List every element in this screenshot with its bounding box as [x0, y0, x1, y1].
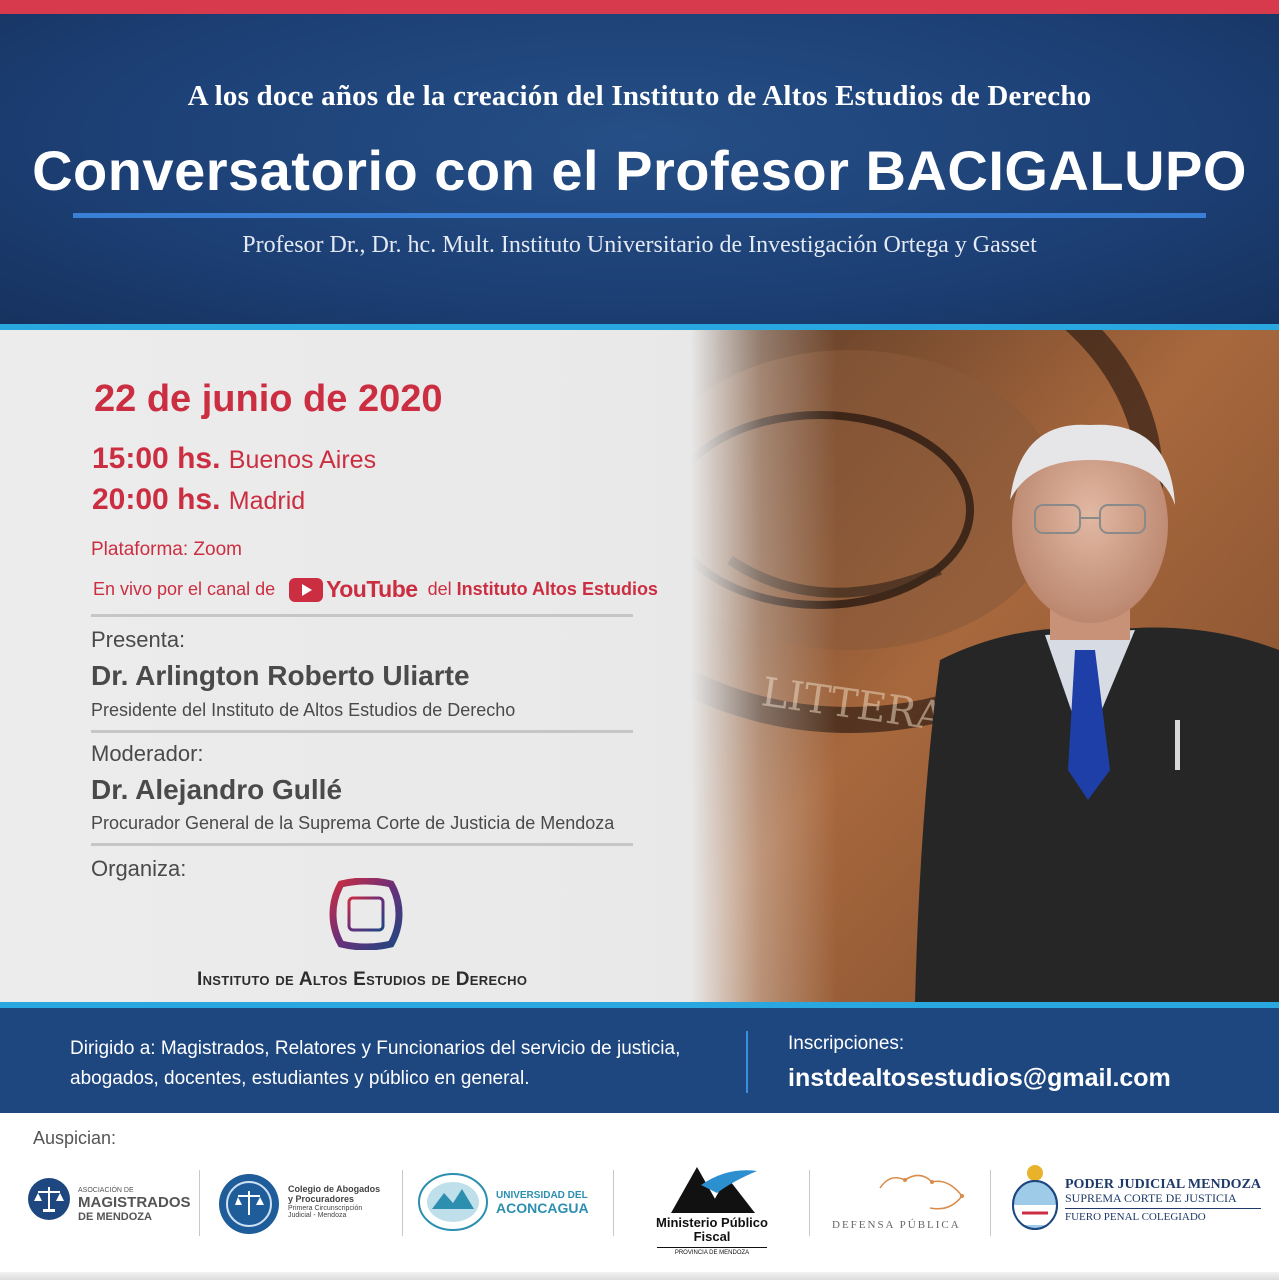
separator [91, 614, 633, 617]
moderator-label: Moderador: [91, 741, 204, 766]
bottom-edge [0, 1272, 1279, 1280]
presenter-name: Dr. Arlington Roberto Uliarte [91, 660, 470, 691]
magistrados-logo-text [78, 1187, 191, 1223]
sponsors-section [0, 1113, 1279, 1280]
time-buenos-aires [92, 442, 376, 476]
live-stream-line [93, 576, 658, 603]
moderator-name: Dr. Alejandro Gullé [91, 774, 343, 805]
inscripciones-label: Inscripciones: [788, 1033, 905, 1054]
defensa-logo-text [832, 1219, 961, 1231]
header-banner [0, 14, 1279, 324]
sponsor-divider [199, 1170, 200, 1236]
ministerio-l1: Ministerio Público Fiscal [656, 1215, 768, 1245]
ministerio-logo-text [637, 1216, 787, 1256]
youtube-logo[interactable] [289, 576, 417, 603]
speaker-credentials: Profesor Dr., Dr. hc. Mult. Instituto Universitario de Investigación Ortega y Gasset [242, 232, 1037, 258]
platform-text: Plataforma: Zoom [91, 539, 242, 560]
presenter-description: Presidente del Instituto de Altos Estudios de Derecho [91, 700, 516, 720]
colegio-seal-icon [218, 1173, 280, 1235]
time-value: 20:00 hs. [92, 483, 221, 516]
scales-of-justice-icon [27, 1177, 71, 1221]
time-madrid [92, 483, 305, 517]
registration-email-link[interactable]: instdealtosestudios@gmail.com [788, 1064, 1171, 1092]
organizer-label: Organiza: [91, 856, 187, 881]
poder-judicial-logo-text [1065, 1177, 1261, 1223]
time-value: 15:00 hs. [92, 442, 221, 475]
defensa-l1: DEFENSA PÚBLICA [832, 1219, 961, 1231]
poder-l3: FUERO PENAL COLEGIADO [1065, 1210, 1206, 1223]
universidad-l1: UNIVERSIDAD DEL [496, 1190, 588, 1201]
sponsor-divider [990, 1170, 991, 1236]
presenter-label: Presenta: [91, 627, 186, 652]
header-subtitle: A los doce años de la creación del Instituto de Altos Estudios de Derecho [187, 80, 1092, 112]
event-date: 22 de junio de 2020 [94, 378, 443, 420]
separator [91, 730, 633, 733]
footer-divider [746, 1031, 748, 1093]
ministerio-logo-icon [667, 1163, 759, 1215]
youtube-play-icon [289, 578, 323, 602]
ministerio-l2: PROVINCIA DE MENDOZA [657, 1247, 767, 1257]
separator [91, 843, 633, 846]
organizer-name: Instituto de Altos Estudios de Derecho [197, 969, 528, 990]
sponsors-label: Auspician: [33, 1128, 117, 1148]
moderator-description: Procurador General de la Suprema Corte de Justicia de Mendoza [91, 813, 615, 833]
title-underline [73, 213, 1206, 218]
time-place: Madrid [228, 487, 306, 515]
colegio-l1: Colegio de Abogados [288, 1184, 381, 1194]
sponsor-divider [402, 1170, 403, 1236]
colegio-l3: Primera Circunscripción [288, 1204, 363, 1212]
magistrados-big1: MAGISTRADOS [78, 1193, 191, 1211]
speaker-portrait [690, 330, 1279, 1002]
defensa-map-icon [870, 1168, 970, 1218]
universidad-logo-text [496, 1190, 589, 1216]
magistrados-big2: DE MENDOZA [78, 1211, 152, 1224]
audience-line-1: Dirigido a: Magistrados, Relatores y Funcionarios del servicio de justicia, [70, 1038, 681, 1059]
time-place: Buenos Aires [228, 446, 377, 474]
magistrados-small: ASOCIACIÓN DE [78, 1187, 134, 1194]
sponsor-divider [613, 1170, 614, 1236]
audience-footer [0, 1008, 1279, 1113]
top-accent-strip [0, 0, 1279, 14]
colegio-l2: y Procuradores [288, 1193, 355, 1204]
live-del: del [427, 579, 452, 599]
youtube-wordmark: YouTube [326, 576, 418, 602]
colegio-logo-text [288, 1185, 380, 1220]
audience-line-2: abogados, docentes, estudiantes y público en general. [70, 1068, 530, 1089]
live-prefix: En vivo por el canal de [93, 579, 276, 599]
poder-l1: PODER JUDICIAL MENDOZA [1065, 1177, 1262, 1192]
poder-judicial-shield-icon [1010, 1161, 1060, 1231]
live-channel: Instituto Altos Estudios [456, 579, 658, 599]
universidad-l2: ACONCAGUA [496, 1200, 589, 1216]
poder-l2: SUPREMA CORTE DE JUSTICIA [1065, 1192, 1261, 1208]
universidad-seal-icon [418, 1173, 488, 1231]
page-title: Conversatorio con el Profesor BACIGALUPO [32, 139, 1247, 202]
institute-logo-icon [327, 878, 405, 950]
colegio-l4: Judicial - Mendoza [288, 1212, 347, 1220]
sponsor-divider [809, 1170, 810, 1236]
